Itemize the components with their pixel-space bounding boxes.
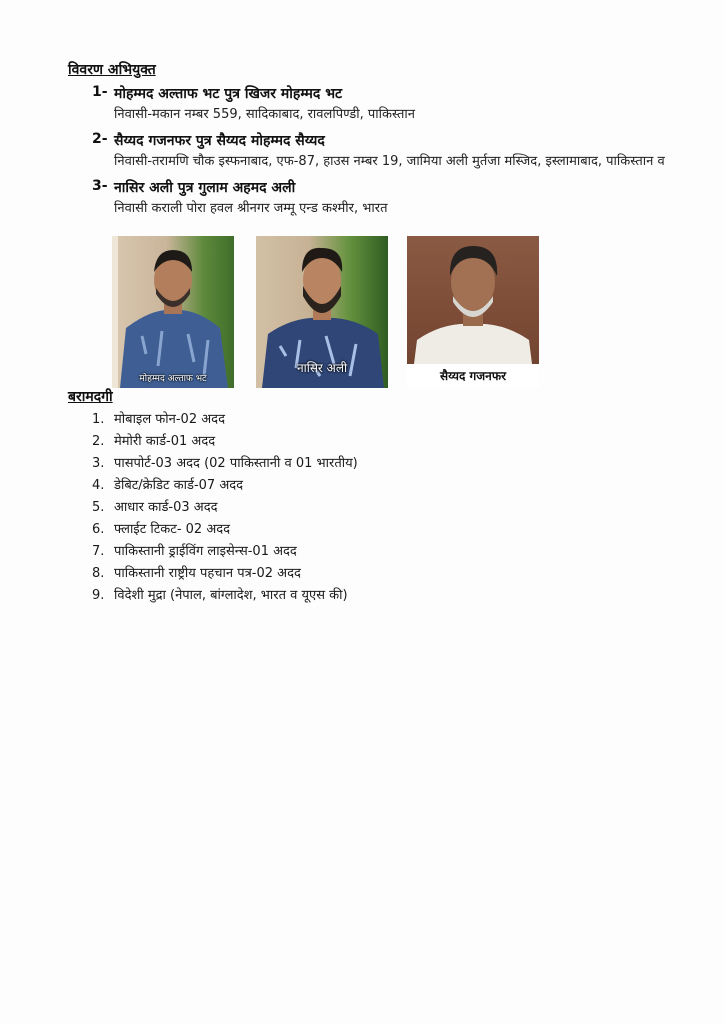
- item-text: पाकिस्तानी ड्राईविंग लाइसेन्स-01 अदद: [114, 544, 297, 559]
- item-text: डेबिट/क्रेडिट कार्ड-07 अदद: [114, 478, 244, 493]
- accused-number: 3-: [92, 178, 108, 194]
- item-number: 6.: [92, 522, 105, 537]
- accused-number: 2-: [92, 131, 108, 147]
- list-item: [92, 519, 592, 541]
- item-text: मोबाइल फोन-02 अदद: [114, 412, 225, 427]
- list-item: [92, 453, 592, 475]
- item-number: 5.: [92, 500, 105, 515]
- accused-item: [92, 178, 692, 219]
- accused-address: निवासी-मकान नम्बर 559, सादिकाबाद, रावलपिण्डी, पाकिस्तान: [114, 107, 416, 122]
- list-item: [92, 541, 592, 563]
- recovery-heading: बरामदगी: [68, 389, 113, 405]
- accused-name: नासिर अली पुत्र गुलाम अहमद अली: [114, 180, 296, 196]
- list-item: [92, 563, 592, 585]
- item-number: 9.: [92, 588, 105, 603]
- item-number: 1.: [92, 412, 105, 427]
- photo-caption: सैय्यद गजनफर: [407, 364, 539, 388]
- item-text: विदेशी मुद्रा (नेपाल, बांग्लादेश, भारत व यूएस की): [114, 588, 348, 603]
- photo-caption: नासिर अली: [296, 361, 348, 375]
- accused-photo: [112, 236, 234, 388]
- recovered-items-list: [92, 409, 592, 607]
- item-number: 4.: [92, 478, 105, 493]
- item-text: आधार कार्ड-03 अदद: [114, 500, 218, 515]
- accused-item: [92, 131, 692, 172]
- photo-caption: मोहम्मद अल्ताफ भट: [139, 374, 207, 384]
- accused-name: मोहम्मद अल्ताफ भट पुत्र खिजर मोहम्मद भट: [114, 86, 343, 102]
- person-photo-illustration: [112, 236, 234, 388]
- list-item: [92, 475, 592, 497]
- item-number: 3.: [92, 456, 105, 471]
- item-number: 8.: [92, 566, 105, 581]
- accused-item: [92, 84, 692, 125]
- accused-photo: [256, 236, 388, 388]
- item-number: 2.: [92, 434, 105, 449]
- list-item: [92, 409, 592, 431]
- accused-name: सैय्यद गजनफर पुत्र सैय्यद मोहम्मद सैय्यद: [114, 133, 325, 149]
- item-text: पासपोर्ट-03 अदद (02 पाकिस्तानी व 01 भारतीय): [114, 456, 358, 471]
- item-number: 7.: [92, 544, 105, 559]
- list-item: [92, 497, 592, 519]
- accused-photo: [407, 236, 539, 388]
- item-text: मेमोरी कार्ड-01 अदद: [114, 434, 216, 449]
- accused-number: 1-: [92, 84, 108, 100]
- list-item: [92, 585, 592, 607]
- accused-address: निवासी-तरामणि चौक इस्फनाबाद, एफ-87, हाउस नम्बर 19, जामिया अली मुर्तजा मस्जिद, इस्लामाबाद, पाकिस्तान व: [114, 154, 665, 169]
- accused-address: निवासी कराली पोरा हवल श्रीनगर जम्मू एन्ड कश्मीर, भारत: [114, 201, 388, 216]
- accused-list: [92, 84, 692, 225]
- accused-heading: विवरण अभियुक्त: [68, 62, 156, 78]
- accused-photos: [112, 236, 542, 388]
- item-text: पाकिस्तानी राष्ट्रीय पहचान पत्र-02 अदद: [114, 566, 301, 581]
- item-text: फ्लाईट टिकट- 02 अदद: [114, 522, 231, 537]
- list-item: [92, 431, 592, 453]
